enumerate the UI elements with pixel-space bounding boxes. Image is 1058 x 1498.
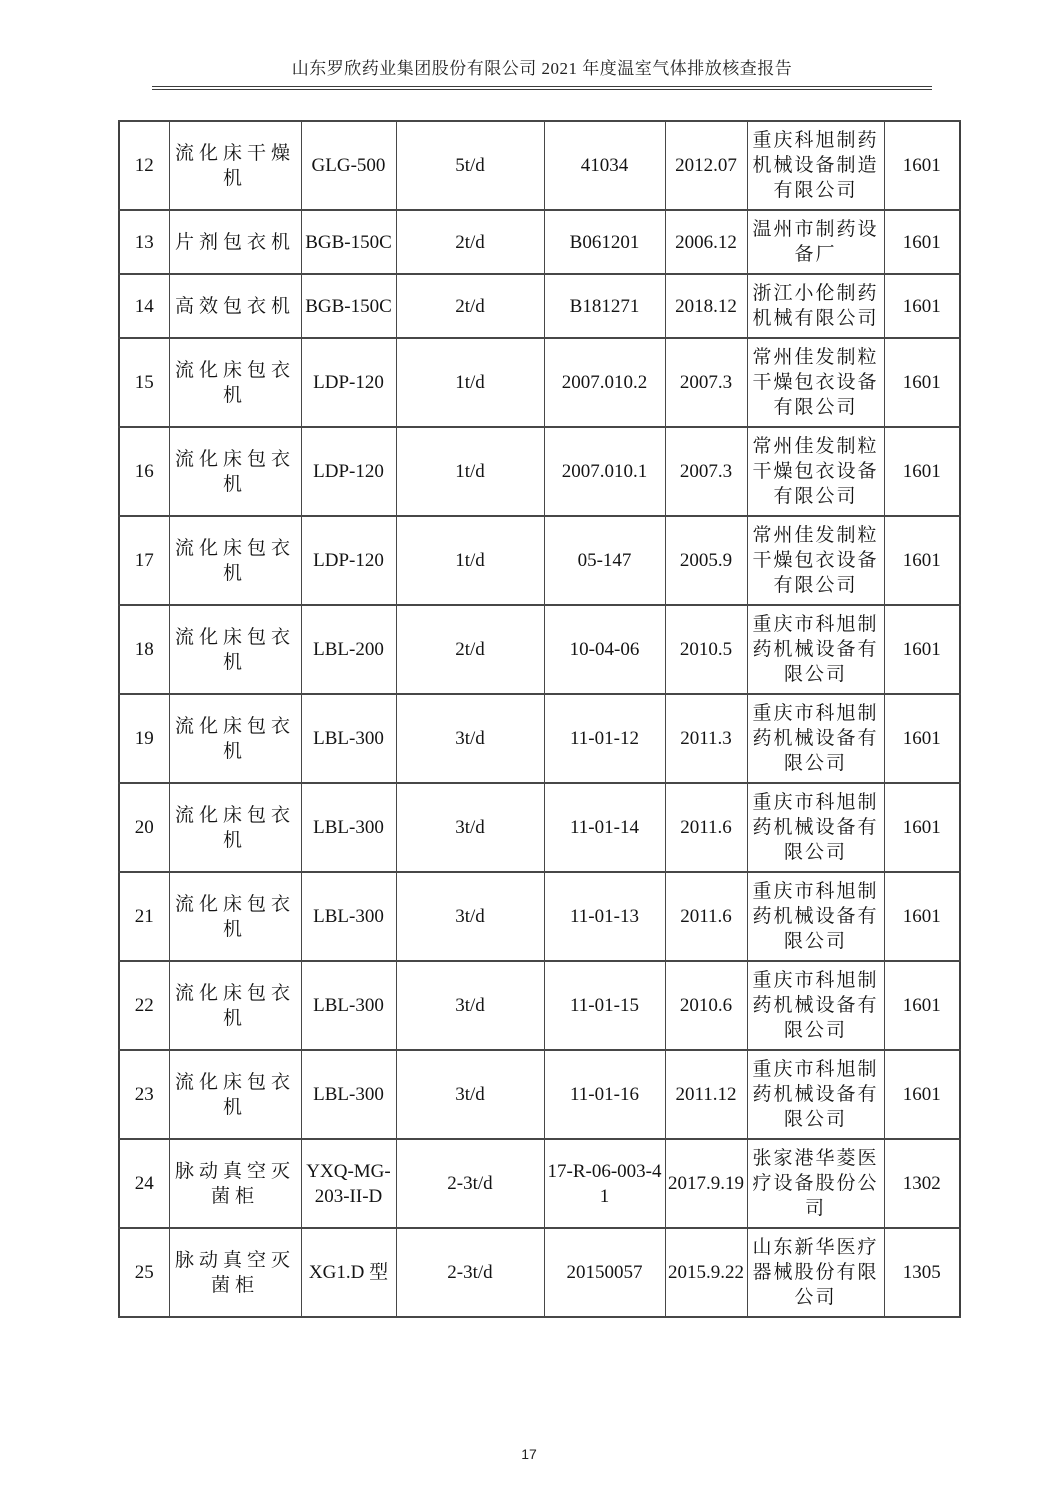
cell-row-number: 14 [119, 274, 169, 338]
table-row [119, 427, 960, 516]
cell-capacity: 1t/d [396, 427, 544, 516]
table-row [119, 516, 960, 605]
cell-production-date: 2007.3 [665, 427, 747, 516]
cell-code: 1601 [884, 516, 960, 605]
cell-capacity: 3t/d [396, 961, 544, 1050]
cell-production-date: 2012.07 [665, 121, 747, 210]
cell-capacity: 3t/d [396, 1050, 544, 1139]
cell-manufacturer: 重庆市科旭制药机械设备有限公司 [747, 1050, 884, 1139]
cell-model: YXQ-MG-203-II-D [301, 1139, 396, 1228]
equipment-table-body [119, 121, 960, 1317]
table-row [119, 338, 960, 427]
cell-manufacturer: 重庆市科旭制药机械设备有限公司 [747, 605, 884, 694]
cell-serial-number: 11-01-14 [544, 783, 665, 872]
cell-model: LDP-120 [301, 427, 396, 516]
cell-equipment-name: 流化床包衣机 [169, 694, 301, 783]
cell-equipment-name: 片剂包衣机 [169, 210, 301, 274]
cell-serial-number: 11-01-15 [544, 961, 665, 1050]
cell-production-date: 2017.9.19 [665, 1139, 747, 1228]
cell-code: 1601 [884, 605, 960, 694]
cell-equipment-name: 脉动真空灭菌柜 [169, 1139, 301, 1228]
cell-manufacturer: 重庆市科旭制药机械设备有限公司 [747, 783, 884, 872]
cell-row-number: 20 [119, 783, 169, 872]
cell-code: 1601 [884, 1050, 960, 1139]
cell-model: BGB-150C [301, 210, 396, 274]
cell-model: LBL-300 [301, 1050, 396, 1139]
cell-row-number: 24 [119, 1139, 169, 1228]
cell-serial-number: 11-01-12 [544, 694, 665, 783]
page-number: 17 [521, 1446, 537, 1462]
page-title: 山东罗欣药业集团股份有限公司 2021 年度温室气体排放核查报告 [291, 59, 793, 78]
cell-capacity: 3t/d [396, 783, 544, 872]
cell-equipment-name: 流化床包衣机 [169, 516, 301, 605]
cell-equipment-name: 流化床包衣机 [169, 961, 301, 1050]
cell-code: 1601 [884, 961, 960, 1050]
table-row [119, 1139, 960, 1228]
cell-serial-number: 10-04-06 [544, 605, 665, 694]
cell-model: LBL-300 [301, 961, 396, 1050]
cell-capacity: 3t/d [396, 872, 544, 961]
table-row [119, 210, 960, 274]
cell-production-date: 2011.6 [665, 872, 747, 961]
cell-row-number: 13 [119, 210, 169, 274]
cell-code: 1305 [884, 1228, 960, 1317]
table-row [119, 961, 960, 1050]
cell-capacity: 2t/d [396, 210, 544, 274]
cell-code: 1601 [884, 427, 960, 516]
cell-row-number: 22 [119, 961, 169, 1050]
cell-equipment-name: 脉动真空灭菌柜 [169, 1228, 301, 1317]
cell-production-date: 2005.9 [665, 516, 747, 605]
cell-manufacturer: 重庆市科旭制药机械设备有限公司 [747, 961, 884, 1050]
cell-row-number: 12 [119, 121, 169, 210]
cell-code: 1601 [884, 338, 960, 427]
cell-capacity: 1t/d [396, 516, 544, 605]
cell-capacity: 2-3t/d [396, 1139, 544, 1228]
cell-equipment-name: 流化床包衣机 [169, 427, 301, 516]
cell-production-date: 2018.12 [665, 274, 747, 338]
cell-capacity: 2t/d [396, 605, 544, 694]
cell-model: LBL-300 [301, 783, 396, 872]
cell-row-number: 21 [119, 872, 169, 961]
cell-capacity: 2t/d [396, 274, 544, 338]
cell-model: LDP-120 [301, 338, 396, 427]
cell-production-date: 2007.3 [665, 338, 747, 427]
cell-serial-number: 41034 [544, 121, 665, 210]
cell-code: 1601 [884, 274, 960, 338]
cell-equipment-name: 高效包衣机 [169, 274, 301, 338]
cell-model: XG1.D 型 [301, 1228, 396, 1317]
cell-code: 1302 [884, 1139, 960, 1228]
table-row [119, 605, 960, 694]
cell-code: 1601 [884, 872, 960, 961]
table-row [119, 274, 960, 338]
cell-model: BGB-150C [301, 274, 396, 338]
cell-equipment-name: 流化床包衣机 [169, 338, 301, 427]
cell-capacity: 2-3t/d [396, 1228, 544, 1317]
cell-production-date: 2011.12 [665, 1050, 747, 1139]
cell-equipment-name: 流化床干燥机 [169, 121, 301, 210]
cell-serial-number: 20150057 [544, 1228, 665, 1317]
cell-manufacturer: 张家港华菱医疗设备股份公司 [747, 1139, 884, 1228]
equipment-table [118, 120, 961, 1318]
cell-equipment-name: 流化床包衣机 [169, 872, 301, 961]
report-header [152, 0, 932, 90]
cell-code: 1601 [884, 210, 960, 274]
cell-serial-number: 17-R-06-003-41 [544, 1139, 665, 1228]
cell-equipment-name: 流化床包衣机 [169, 1050, 301, 1139]
cell-production-date: 2006.12 [665, 210, 747, 274]
cell-serial-number: 11-01-13 [544, 872, 665, 961]
cell-model: LBL-300 [301, 872, 396, 961]
cell-manufacturer: 山东新华医疗器械股份有限公司 [747, 1228, 884, 1317]
cell-serial-number: 2007.010.1 [544, 427, 665, 516]
cell-model: LBL-200 [301, 605, 396, 694]
cell-row-number: 15 [119, 338, 169, 427]
cell-manufacturer: 重庆市科旭制药机械设备有限公司 [747, 872, 884, 961]
cell-model: LDP-120 [301, 516, 396, 605]
cell-code: 1601 [884, 694, 960, 783]
cell-serial-number: B061201 [544, 210, 665, 274]
table-row [119, 121, 960, 210]
cell-production-date: 2015.9.22 [665, 1228, 747, 1317]
cell-production-date: 2011.6 [665, 783, 747, 872]
cell-manufacturer: 常州佳发制粒干燥包衣设备有限公司 [747, 516, 884, 605]
cell-serial-number: 05-147 [544, 516, 665, 605]
cell-manufacturer: 浙江小伦制药机械有限公司 [747, 274, 884, 338]
cell-manufacturer: 温州市制药设备厂 [747, 210, 884, 274]
table-row [119, 1228, 960, 1317]
cell-production-date: 2011.3 [665, 694, 747, 783]
cell-code: 1601 [884, 783, 960, 872]
cell-code: 1601 [884, 121, 960, 210]
cell-serial-number: 11-01-16 [544, 1050, 665, 1139]
table-row [119, 872, 960, 961]
cell-model: LBL-300 [301, 694, 396, 783]
table-row [119, 783, 960, 872]
table-row [119, 694, 960, 783]
cell-equipment-name: 流化床包衣机 [169, 783, 301, 872]
cell-manufacturer: 常州佳发制粒干燥包衣设备有限公司 [747, 427, 884, 516]
cell-serial-number: 2007.010.2 [544, 338, 665, 427]
cell-capacity: 3t/d [396, 694, 544, 783]
cell-row-number: 19 [119, 694, 169, 783]
cell-production-date: 2010.6 [665, 961, 747, 1050]
cell-production-date: 2010.5 [665, 605, 747, 694]
cell-model: GLG-500 [301, 121, 396, 210]
cell-capacity: 5t/d [396, 121, 544, 210]
cell-row-number: 18 [119, 605, 169, 694]
table-row [119, 1050, 960, 1139]
cell-manufacturer: 重庆科旭制药机械设备制造有限公司 [747, 121, 884, 210]
cell-row-number: 16 [119, 427, 169, 516]
cell-manufacturer: 重庆市科旭制药机械设备有限公司 [747, 694, 884, 783]
cell-serial-number: B181271 [544, 274, 665, 338]
cell-capacity: 1t/d [396, 338, 544, 427]
cell-equipment-name: 流化床包衣机 [169, 605, 301, 694]
cell-manufacturer: 常州佳发制粒干燥包衣设备有限公司 [747, 338, 884, 427]
cell-row-number: 17 [119, 516, 169, 605]
cell-row-number: 25 [119, 1228, 169, 1317]
cell-row-number: 23 [119, 1050, 169, 1139]
